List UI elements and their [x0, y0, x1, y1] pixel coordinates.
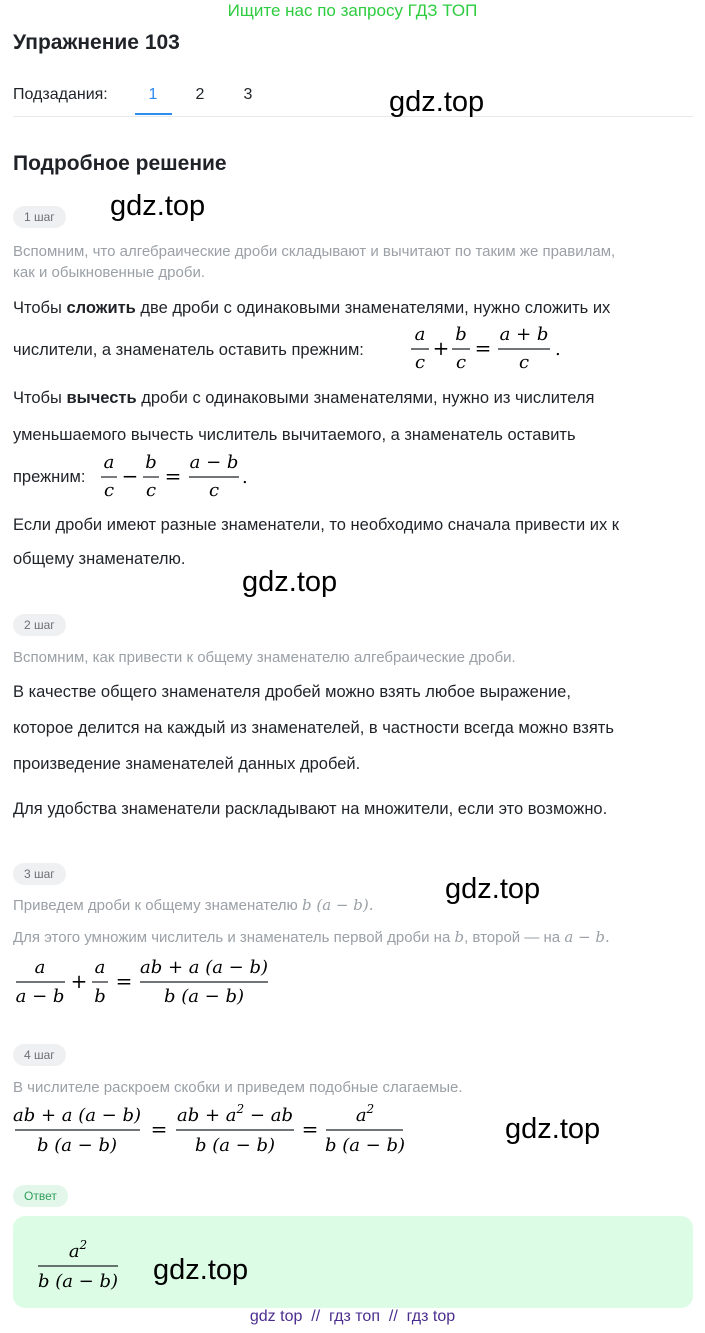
- paragraph: которое делится на каждый из знаменателей, в частности всегда можно взять: [13, 719, 614, 737]
- watermark: gdz.top: [445, 873, 541, 905]
- watermark: gdz.top: [242, 566, 338, 598]
- svg-text:ab + a (a − b): ab + a (a − b): [139, 957, 269, 978]
- paragraph: прежним:: [13, 468, 86, 486]
- section-title: Подробное решение: [13, 152, 227, 175]
- paragraph: произведение знаменателей данных дробей.: [13, 755, 361, 773]
- tab-subtask-3[interactable]: 3: [243, 86, 253, 103]
- step-badge: 4 шаг: [13, 1044, 66, 1066]
- svg-text:a + b: a + b: [499, 324, 549, 345]
- answer-formula: [36, 1234, 126, 1296]
- watermark: gdz.top: [505, 1113, 601, 1145]
- active-tab-indicator: [135, 113, 172, 115]
- bold-term: вычесть: [66, 389, 137, 407]
- step-badge: 1 шаг: [13, 206, 66, 228]
- tabs-divider: [13, 116, 693, 117]
- svg-text:c: c: [145, 480, 157, 501]
- addition-formula: [407, 322, 562, 376]
- svg-text:a2: $a^2$: [355, 1102, 375, 1126]
- step-intro: Вспомним, что алгебраические дроби складывают и вычитают по таким же правилам,: [13, 243, 616, 260]
- svg-text:=: =: [164, 464, 182, 488]
- svg-text:c: c: [455, 352, 467, 373]
- svg-text:ab + a2 − ab: ab + $a^2$ − ab: [177, 1102, 293, 1126]
- svg-text:c: c: [518, 352, 530, 373]
- svg-text:a: a: [414, 324, 426, 345]
- svg-text:b (a − b): b (a − b): [194, 1135, 276, 1156]
- step-badge: 3 шаг: [13, 863, 66, 885]
- paragraph: уменьшаемого вычесть числитель вычитаемого, а знаменатель оставить: [13, 426, 576, 444]
- footer-links[interactable]: gdz top // гдз топ // гдз top: [249, 1308, 456, 1325]
- svg-text:b: b: [94, 986, 106, 1007]
- svg-text:c: c: [208, 480, 220, 501]
- svg-text:=: =: [150, 1117, 168, 1141]
- step-intro: Для этого умножим числитель и знаменатель первой дроби на b, второй — на a − b.: [13, 928, 610, 946]
- watermark: gdz.top: [153, 1254, 249, 1286]
- svg-text:b (a − b): b (a − b): [37, 1271, 119, 1292]
- svg-text:.: .: [555, 339, 561, 360]
- answer-badge: Ответ: [13, 1185, 68, 1207]
- inline-math: b (a − b).: [301, 896, 374, 914]
- svg-text:b: b: [145, 452, 157, 473]
- tab-subtask-1[interactable]: 1: [148, 86, 158, 103]
- step-intro: Приведем дроби к общему знаменателю b (a − b).: [13, 896, 374, 914]
- step-intro: В числителе раскроем скобки и приведем подобные слагаемые.: [13, 1079, 463, 1096]
- exercise-title: Упражнение 103: [13, 31, 180, 54]
- subtraction-formula: [98, 450, 253, 504]
- common-denominator-formula: [13, 953, 283, 1011]
- svg-text:=: =: [301, 1117, 319, 1141]
- svg-text:a: a: [34, 957, 46, 978]
- svg-text:a − b: a − b: [189, 452, 239, 473]
- inline-math: b: [454, 928, 465, 946]
- svg-text:a − b: a − b: [15, 986, 65, 1007]
- watermark: gdz.top: [110, 190, 206, 222]
- simplification-formula: [13, 1098, 413, 1160]
- step-badge: 2 шаг: [13, 614, 66, 636]
- watermark: gdz.top: [389, 86, 485, 118]
- subtasks-label: Подзадания:: [13, 86, 108, 103]
- paragraph: Для удобства знаменатели раскладывают на множители, если это возможно.: [13, 800, 608, 818]
- svg-text:a: a: [94, 957, 106, 978]
- svg-text:=: =: [474, 336, 492, 360]
- tab-subtask-2[interactable]: 2: [195, 86, 205, 103]
- svg-text:−: −: [121, 464, 139, 488]
- paragraph: Чтобы вычесть дроби с одинаковыми знаменателями, нужно из числителя: [13, 389, 595, 407]
- step-intro: как и обыкновенные дроби.: [13, 264, 205, 281]
- paragraph: Чтобы сложить две дроби с одинаковыми знаменателями, нужно сложить их: [13, 299, 611, 317]
- paragraph: В качестве общего знаменателя дробей можно взять любое выражение,: [13, 683, 571, 701]
- svg-text:a: a: [103, 452, 115, 473]
- top-banner: Ищите нас по запросу ГДЗ ТОП: [227, 1, 478, 20]
- svg-text:c: c: [103, 480, 115, 501]
- svg-text:+: +: [432, 336, 450, 360]
- paragraph: общему знаменателю.: [13, 550, 186, 568]
- step-intro: Вспомним, как привести к общему знаменателю алгебраические дроби.: [13, 649, 516, 666]
- paragraph: Если дроби имеют разные знаменатели, то необходимо сначала привести их к: [13, 516, 620, 534]
- svg-text:b (a − b): b (a − b): [324, 1135, 406, 1156]
- svg-text:.: .: [242, 467, 248, 488]
- svg-text:c: c: [414, 352, 426, 373]
- paragraph: числители, а знаменатель оставить прежним:: [13, 341, 364, 359]
- svg-text:b (a − b): b (a − b): [36, 1135, 118, 1156]
- bold-term: сложить: [66, 299, 136, 317]
- svg-text:=: =: [115, 969, 133, 993]
- svg-text:a2: $a^2$: [68, 1238, 88, 1262]
- svg-text:ab + a (a − b): ab + a (a − b): [13, 1105, 142, 1126]
- svg-text:+: +: [70, 969, 88, 993]
- svg-text:b (a − b): b (a − b): [163, 986, 245, 1007]
- svg-text:b: b: [455, 324, 467, 345]
- inline-math: a − b.: [564, 928, 610, 946]
